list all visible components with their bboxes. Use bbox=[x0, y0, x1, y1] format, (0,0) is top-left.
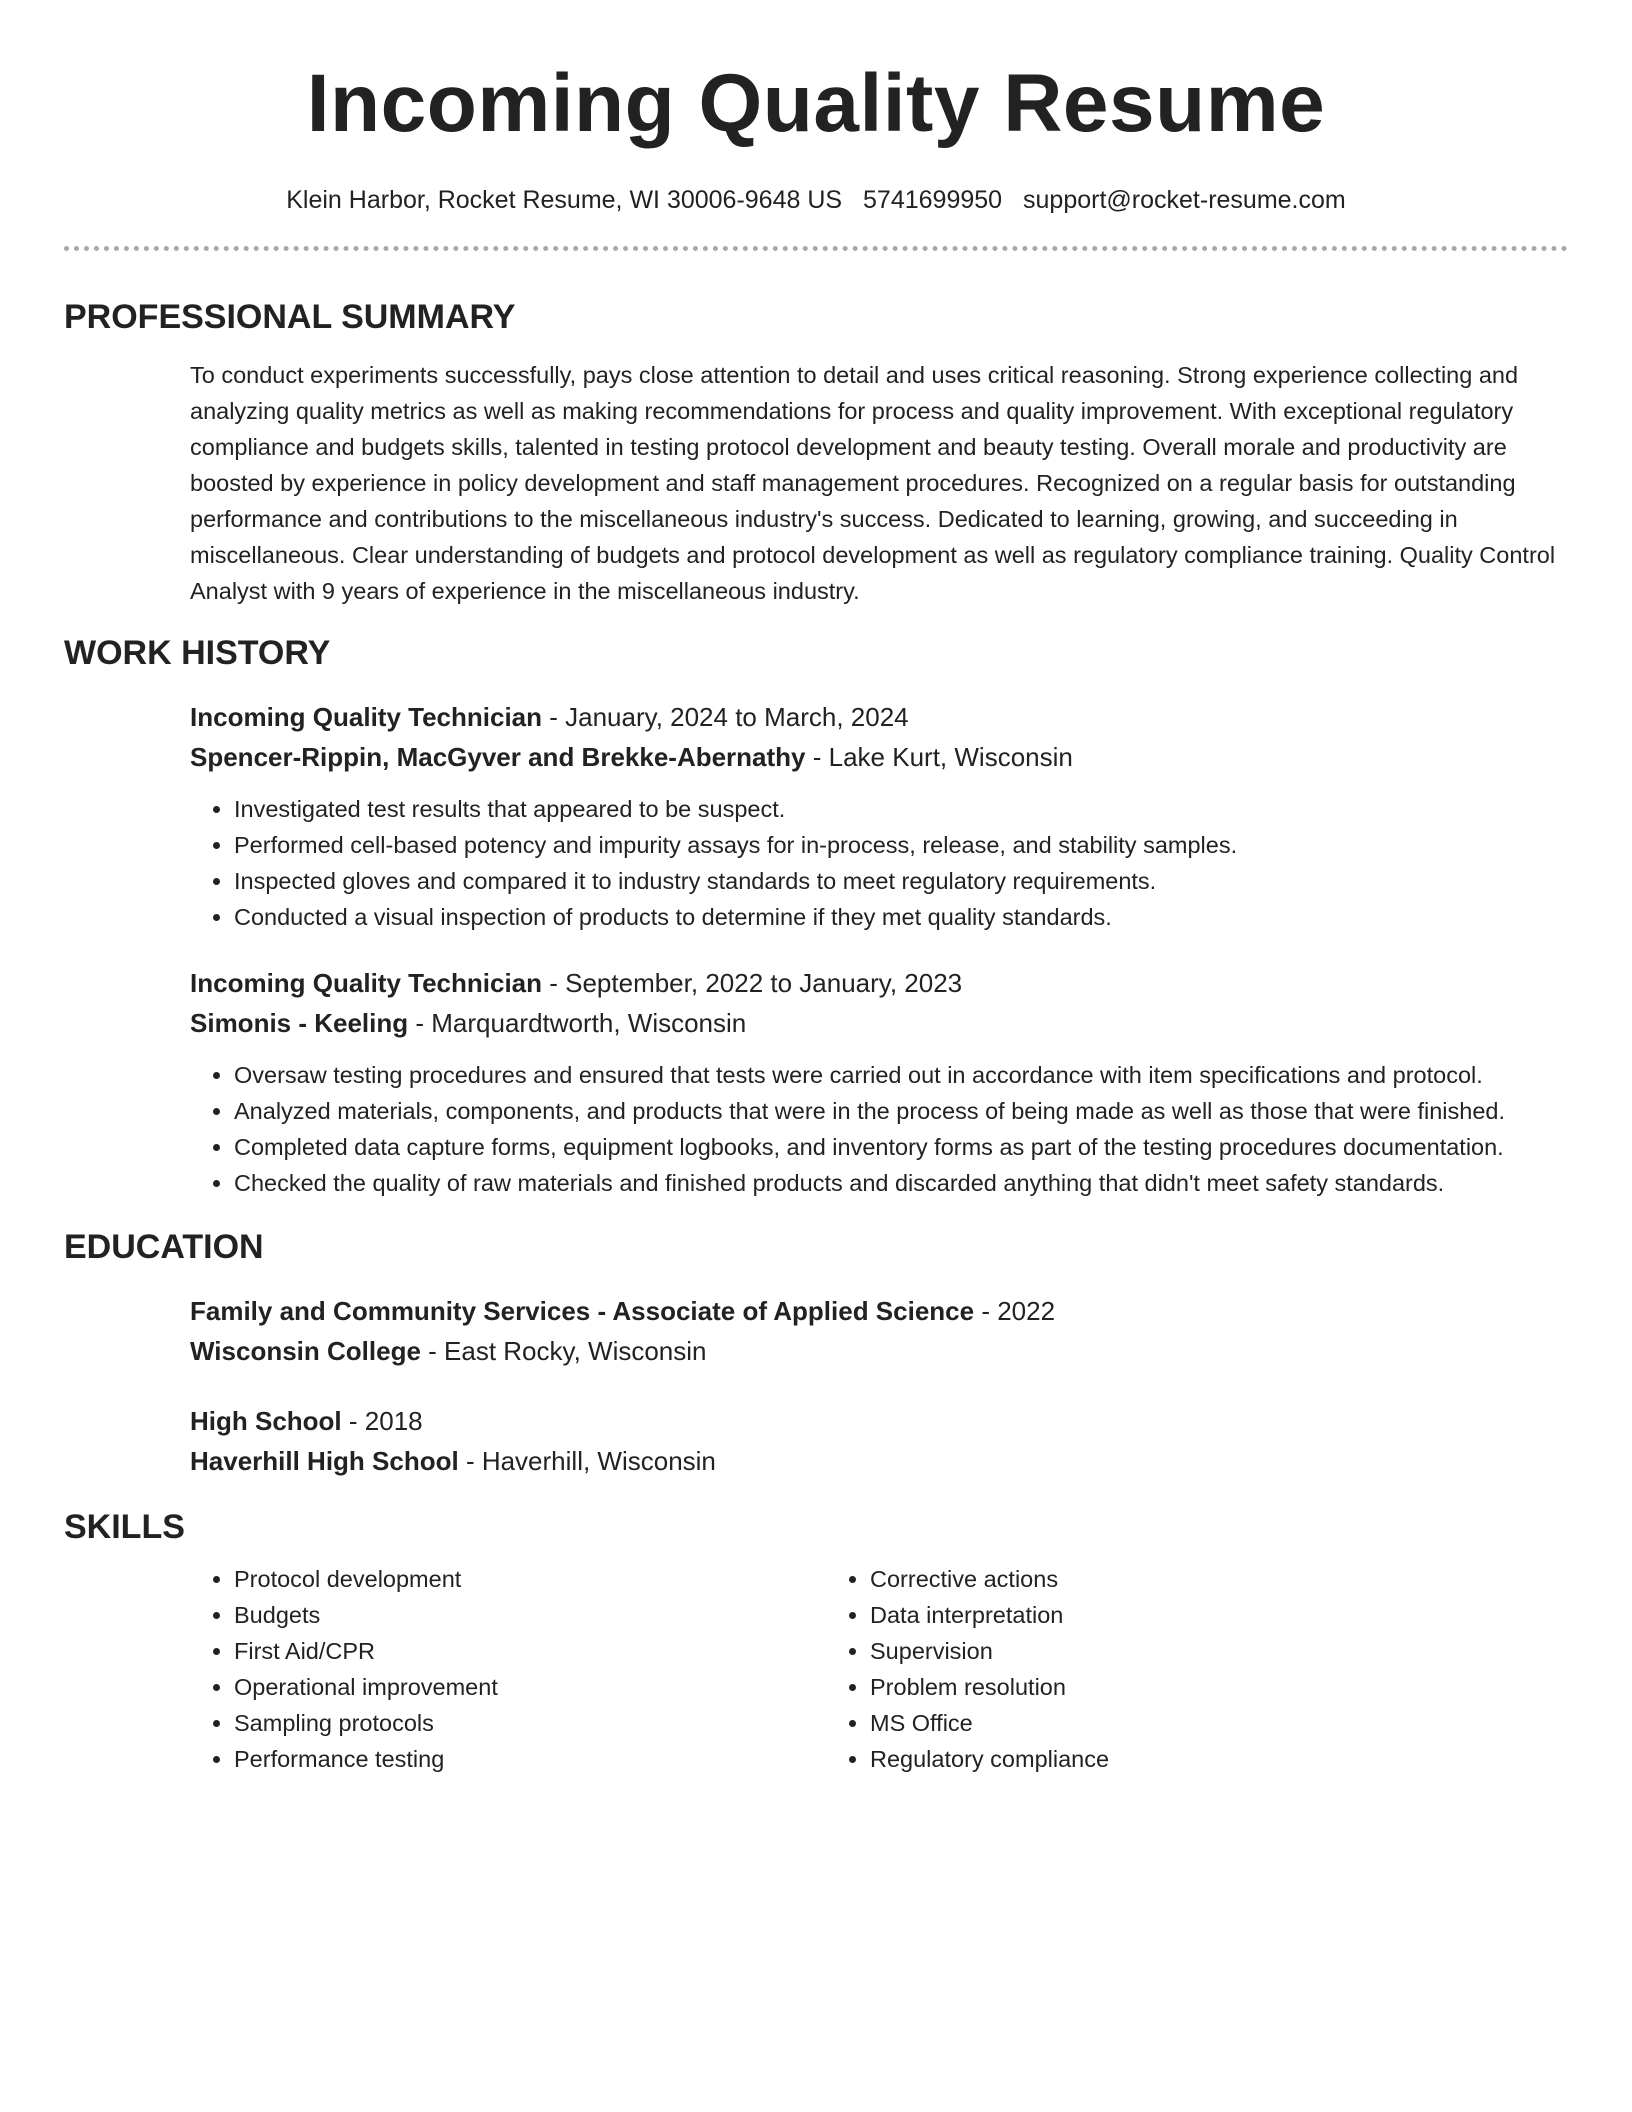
contact-address: Klein Harbor, Rocket Resume, WI 30006-9648 US bbox=[286, 186, 843, 214]
skills-grid bbox=[190, 1561, 1568, 1777]
job-bullets bbox=[190, 1057, 1568, 1201]
header-divider bbox=[64, 246, 1568, 251]
skill-item: • Protocol development bbox=[234, 1561, 826, 1597]
job-bullet: • Conducted a visual inspection of products to determine if they met quality standards. bbox=[234, 899, 1568, 935]
skill-item: • Operational improvement bbox=[234, 1669, 826, 1705]
job-company-line bbox=[190, 737, 1568, 777]
work-history-section bbox=[64, 631, 1568, 1201]
skill-item: • Data interpretation bbox=[870, 1597, 1462, 1633]
skills-heading: SKILLS bbox=[64, 1508, 185, 1546]
job-bullet: • Performed cell-based potency and impurity assays for in-process, release, and stability samples. bbox=[234, 827, 1568, 863]
job-bullets bbox=[190, 791, 1568, 935]
skill-item: • Problem resolution bbox=[870, 1669, 1462, 1705]
job-bullet: • Analyzed materials, components, and products that were in the process of being made as well as those that were finished. bbox=[234, 1093, 1568, 1129]
contact-email: support@rocket-resume.com bbox=[1023, 186, 1346, 214]
education-entry bbox=[190, 1291, 1568, 1371]
job-title-line bbox=[190, 697, 1568, 737]
work-history-heading: WORK HISTORY bbox=[64, 634, 331, 672]
degree-line bbox=[190, 1401, 1568, 1441]
resume-title: Incoming Quality Resume bbox=[306, 58, 1326, 149]
job-dates: - September, 2022 to January, 2023 bbox=[542, 968, 963, 998]
school-location: - East Rocky, Wisconsin bbox=[420, 1336, 707, 1366]
skills-column-left bbox=[190, 1561, 826, 1777]
resume-page bbox=[64, 0, 1568, 1777]
work-history-list bbox=[190, 697, 1568, 1201]
skill-item: • Sampling protocols bbox=[234, 1705, 826, 1741]
job-entry bbox=[190, 697, 1568, 935]
degree-name: Family and Community Services - Associate of Applied Science bbox=[190, 1296, 975, 1326]
job-title: Incoming Quality Technician bbox=[190, 968, 543, 998]
skills-column-right bbox=[826, 1561, 1462, 1777]
job-bullet: • Inspected gloves and compared it to industry standards to meet regulatory requirements. bbox=[234, 863, 1568, 899]
job-bullet: • Investigated test results that appeared to be suspect. bbox=[234, 791, 1568, 827]
skills-section bbox=[64, 1505, 1568, 1777]
job-bullet: • Checked the quality of raw materials and finished products and discarded anything that didn't meet safety standards. bbox=[234, 1165, 1568, 1201]
job-bullet: • Completed data capture forms, equipment logbooks, and inventory forms as part of the testing procedures documentation. bbox=[234, 1129, 1568, 1165]
skill-item: • Supervision bbox=[870, 1633, 1462, 1669]
education-heading: EDUCATION bbox=[64, 1228, 264, 1266]
school-name: Haverhill High School bbox=[190, 1446, 459, 1476]
job-title: Incoming Quality Technician bbox=[190, 702, 543, 732]
job-company-line bbox=[190, 1003, 1568, 1043]
school-location: - Haverhill, Wisconsin bbox=[458, 1446, 716, 1476]
school-line bbox=[190, 1441, 1568, 1481]
summary-heading: PROFESSIONAL SUMMARY bbox=[64, 298, 516, 336]
school-line bbox=[190, 1331, 1568, 1371]
skill-item: • Performance testing bbox=[234, 1741, 826, 1777]
job-company: Simonis - Keeling bbox=[190, 1008, 409, 1038]
job-location: - Lake Kurt, Wisconsin bbox=[805, 742, 1073, 772]
job-bullet: • Oversaw testing procedures and ensured that tests were carried out in accordance with item specifications and protocol. bbox=[234, 1057, 1568, 1093]
skill-item: • Regulatory compliance bbox=[870, 1741, 1462, 1777]
skill-item: • MS Office bbox=[870, 1705, 1462, 1741]
degree-year: - 2018 bbox=[341, 1406, 423, 1436]
school-name: Wisconsin College bbox=[190, 1336, 421, 1366]
contact-phone: 5741699950 bbox=[863, 186, 1003, 214]
job-title-line bbox=[190, 963, 1568, 1003]
skill-item: • First Aid/CPR bbox=[234, 1633, 826, 1669]
summary-section bbox=[64, 295, 1568, 609]
education-section bbox=[64, 1225, 1568, 1481]
education-list bbox=[190, 1291, 1568, 1481]
job-dates: - January, 2024 to March, 2024 bbox=[542, 702, 909, 732]
skill-item: • Corrective actions bbox=[870, 1561, 1462, 1597]
skill-item: • Budgets bbox=[234, 1597, 826, 1633]
summary-text: To conduct experiments successfully, pays close attention to detail and uses critical reasoning. Strong experience collecting and analyzing quality metrics as well as making recommendations for process and quality improvement. With exceptional regulatory compliance and budgets skills, talented in testing protocol development and beauty testing. Overall morale and productivity are boosted by experience in policy development and staff management procedures. Recognized on a regular basis for outstanding performance and contributions to the miscellaneous industry's success. Dedicated to learning, growing, and succeeding in miscellaneous. Clear understanding of budgets and protocol development as well as regulatory compliance training. Quality Control Analyst with 9 years of experience in the miscellaneous industry. bbox=[190, 362, 1556, 604]
job-company: Spencer-Rippin, MacGyver and Brekke-Abernathy bbox=[190, 742, 806, 772]
degree-line bbox=[190, 1291, 1568, 1331]
degree-name: High School bbox=[190, 1406, 342, 1436]
job-entry bbox=[190, 963, 1568, 1201]
education-entry bbox=[190, 1401, 1568, 1481]
contact-line bbox=[64, 182, 1568, 218]
job-location: - Marquardtworth, Wisconsin bbox=[408, 1008, 747, 1038]
degree-year: - 2022 bbox=[974, 1296, 1056, 1326]
